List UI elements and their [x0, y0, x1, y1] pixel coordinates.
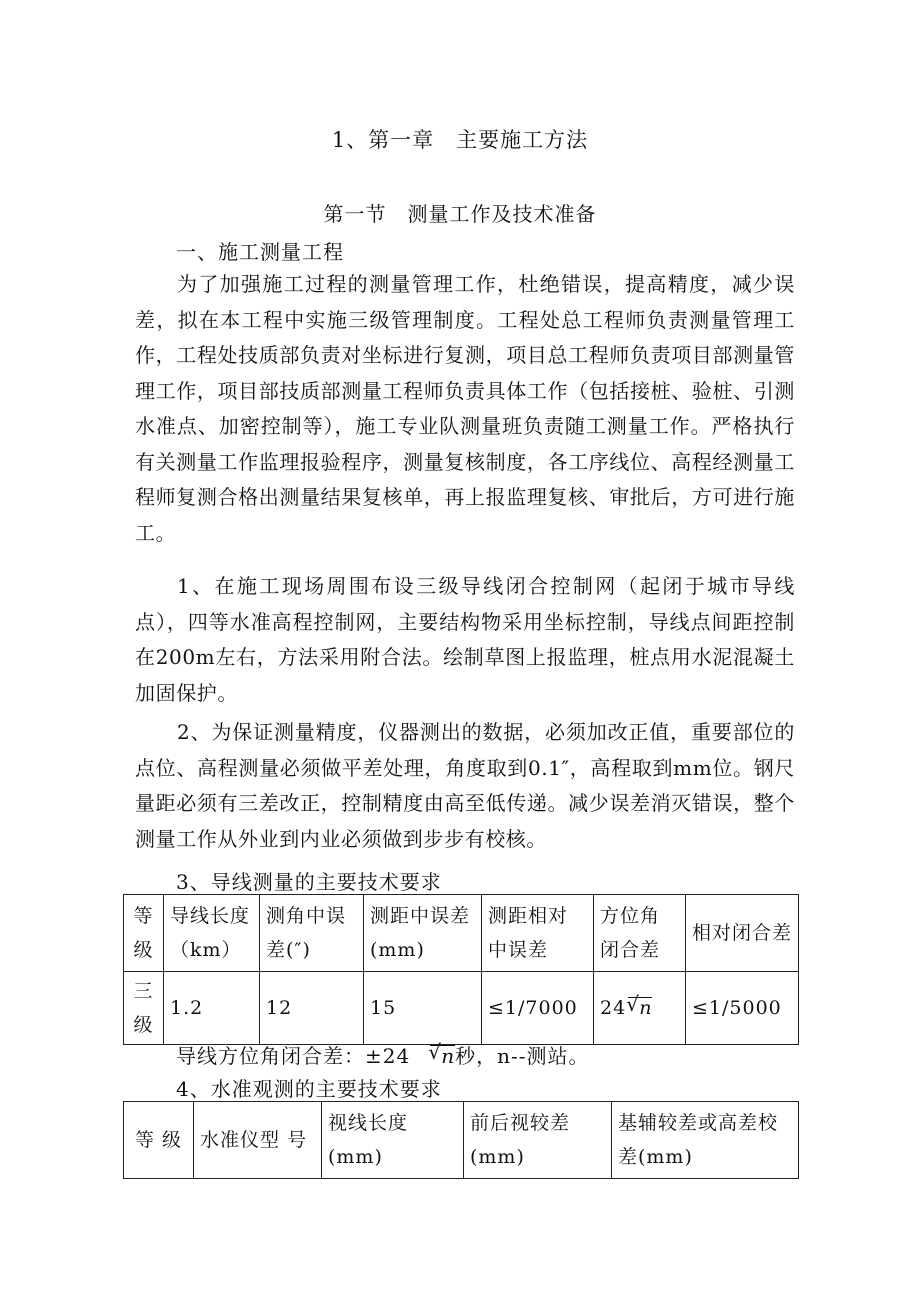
- paragraph-precision: 2、为保证测量精度，仪器测出的数据，必须加改正值，重要部位的点位、高程测量必须做平差处理，角度取到0.1″，高程取到mm位。钢尺量距必须有三差改正，控制精度由高至低传递。减少误差消灭错误，整个测量工作从外业到内业必须做到步步有校核。: [135, 720, 795, 851]
- header-distance-error: 测距中误差(mm): [364, 895, 482, 972]
- cell-relative-closure: ≤1/5000: [686, 972, 799, 1045]
- header-relative-distance-error: 测距相对中误差: [482, 895, 594, 972]
- header-sight-length: 视线长度(mm): [322, 1102, 464, 1179]
- azimuth-note: [176, 1040, 590, 1069]
- leveling-requirements-table: [123, 1101, 799, 1179]
- azimuth-note-suffix: 秒，n--测站。: [455, 1044, 590, 1068]
- cell-angle-error: 12: [260, 972, 364, 1045]
- header-grade: 等级: [124, 895, 164, 972]
- cell-relative-distance-error: ≤1/7000: [482, 972, 594, 1045]
- header-sight-difference: 前后视较差(mm): [464, 1102, 612, 1179]
- chapter-title: 1、第一章 主要施工方法: [331, 128, 589, 152]
- sqrt-n: √ n: [628, 997, 652, 1018]
- section-title: 第一节 测量工作及技术准备: [323, 202, 597, 226]
- paragraph-control-network: 1、在施工现场周围布设三级导线闭合控制网（起闭于城市导线点），四等水准高程控制网，主要结构物采用坐标控制，导线点间距控制在200m左右，方法采用附合法。绘制草图上报监理，桩点用水泥混凝土加固保护。: [135, 574, 795, 705]
- subheading-survey-engineering: 一、施工测量工程: [176, 240, 344, 264]
- header-angle-error: 测角中误差(″): [260, 895, 364, 972]
- cell-distance-error: 15: [364, 972, 482, 1045]
- azimuth-value: 24: [600, 997, 627, 1019]
- azimuth-note-prefix: 导线方位角闭合差：±24: [176, 1044, 411, 1068]
- table1-caption: 3、导线测量的主要技术要求: [176, 870, 442, 894]
- header-relative-closure: 相对闭合差: [686, 895, 799, 972]
- cell-grade: 三级: [124, 972, 164, 1045]
- table-header-row: [124, 1102, 799, 1179]
- table-row: [124, 972, 799, 1045]
- azimuth-note-sqrt: √ n: [430, 1045, 455, 1066]
- traverse-requirements-table: [123, 894, 799, 1045]
- table-header-row: [124, 895, 799, 972]
- header-grade: 等 级: [124, 1102, 194, 1179]
- header-azimuth-closure: 方位角闭合差: [594, 895, 686, 972]
- cell-length: 1.2: [164, 972, 260, 1045]
- paragraph-management: 为了加强施工过程的测量管理工作，杜绝错误，提高精度，减少误差，拟在本工程中实施三级管理制度。工程处总工程师负责测量管理工作，工程处技质部负责对坐标进行复测，项目总工程师负责项目部测量管理工作，项目部技质部测量工程师负责具体工作（包括接桩、验桩、引测水准点、加密控制等），施工专业队测量班负责随工测量工作。严格执行有关测量工作监理报验程序，测量复核制度，各工序线位、高程经测量工程师复测合格出测量结果复核单，再上报监理复核、审批后，方可进行施工。: [135, 272, 795, 545]
- table2-caption: 4、水准观测的主要技术要求: [176, 1077, 442, 1101]
- header-level-model: 水准仪型 号: [194, 1102, 322, 1179]
- header-base-aux-difference: 基辅较差或高差校差(mm): [612, 1102, 799, 1179]
- header-length: 导线长度（km）: [164, 895, 260, 972]
- cell-azimuth-closure: [594, 972, 686, 1045]
